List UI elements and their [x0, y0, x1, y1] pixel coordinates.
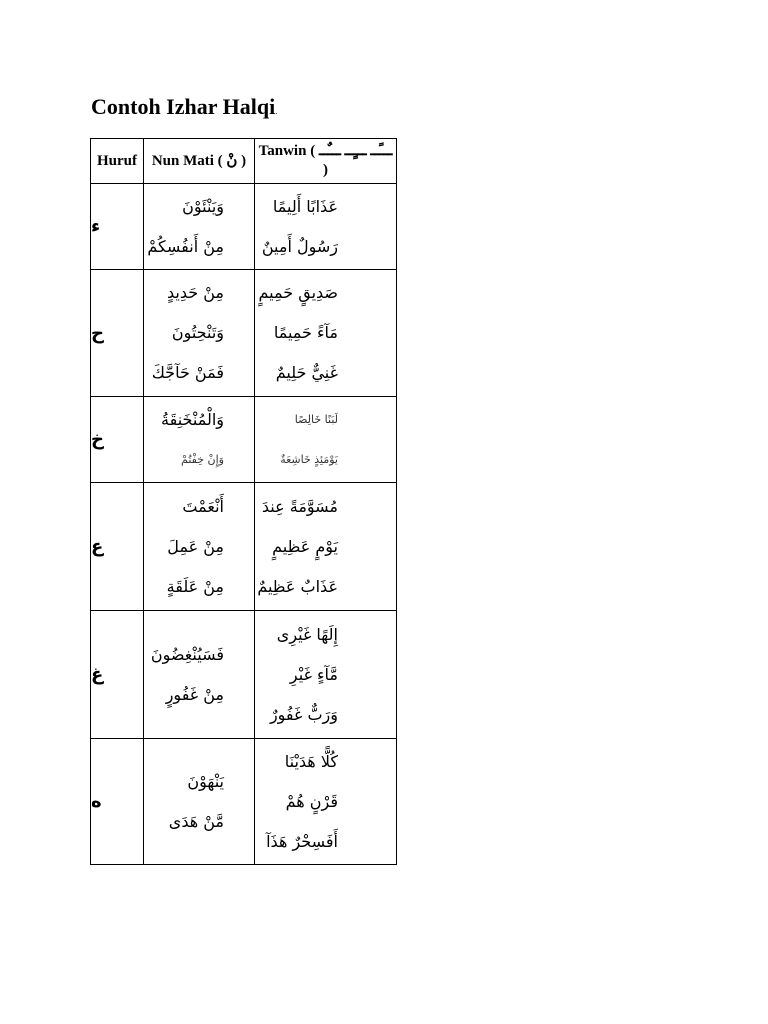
tanwin-example: عَذَابٌ عَظِيمٌ	[257, 576, 338, 596]
nun-example: وَإِنْ خِفْتُمْ	[181, 452, 224, 466]
tanwin-example: عَذَابًا أَلِيمًا	[272, 196, 338, 216]
nun-example: أَنْعَمْتَ	[182, 496, 224, 516]
header-nun-mati: Nun Mati ( نْ )	[144, 139, 255, 184]
nun-example: مِنْ عَمِلَ	[167, 536, 224, 556]
nun-example: مِنْ عَلَقَةٍ	[166, 576, 224, 596]
tanwin-example: أَفَسِحْرٌ هَذَآ	[266, 831, 338, 851]
table-row	[91, 397, 397, 483]
table-row	[91, 270, 397, 397]
title-dot: .	[275, 107, 278, 116]
nun-mati-cell	[144, 184, 255, 270]
tanwin-example: إِلَهًا غَيْرِى	[276, 624, 338, 644]
nun-example: فَسَيُنْغِضُونَ	[150, 644, 224, 664]
nun-mati-cell	[144, 483, 255, 611]
nun-example: يَنْهَوْنَ	[187, 771, 224, 791]
table-header-row	[91, 139, 397, 184]
page-title	[91, 94, 277, 120]
nun-example: مِنْ حَدِيدٍ	[167, 283, 224, 302]
nun-example: وَتَنْحِتُونَ	[171, 323, 224, 342]
nun-mati-cell	[144, 397, 255, 483]
tanwin-example: مَآءً حَمِيمًا	[273, 323, 338, 342]
table-row	[91, 483, 397, 611]
tanwin-example: غَنِيٌّ حَلِيمٌ	[275, 363, 338, 382]
nun-example: مِنْ غَفُورٍ	[165, 684, 224, 704]
huruf-letter: ح	[91, 270, 144, 397]
nun-example: مِنْ أَنفُسِكُمْ	[147, 236, 224, 256]
nun-mati-cell	[144, 739, 255, 865]
tanwin-cell	[255, 483, 397, 611]
tanwin-example: يَوْمَئِذٍ خَاشِعَةٌ	[280, 452, 338, 466]
nun-mati-cell	[144, 270, 255, 397]
huruf-letter: ه	[91, 739, 144, 865]
tanwin-example: مُسَوَّمَةً عِندَ	[261, 496, 338, 516]
nun-example: فَمَنْ حَآجَّكَ	[151, 363, 224, 382]
tanwin-example: رَسُولٌ أَمِينٌ	[261, 236, 338, 256]
huruf-letter: ع	[91, 483, 144, 611]
nun-example: وَيَنْئَوْنَ	[182, 196, 224, 216]
tanwin-cell	[255, 270, 397, 397]
tanwin-example: مَّآءٍ غَيْرِ	[289, 664, 338, 684]
nun-example: وَالْمُنْخَنِقَةُ	[161, 409, 224, 429]
header-huruf: Huruf	[91, 139, 144, 184]
huruf-letter: خ	[91, 397, 144, 483]
table-row	[91, 611, 397, 739]
tanwin-example: وَرَبٌّ غَفُورٌ	[269, 704, 338, 724]
tanwin-cell	[255, 184, 397, 270]
tanwin-cell	[255, 739, 397, 865]
huruf-letter: غ	[91, 611, 144, 739]
tanwin-example: كُلًّا هَدَيْنَا	[284, 751, 338, 771]
nun-mati-cell	[144, 611, 255, 739]
tanwin-example: لَبَنًا خَالِصًا	[294, 412, 338, 426]
izhar-halqi-table	[90, 138, 397, 865]
tanwin-example: صَدِيقٍ حَمِيمٍ	[258, 283, 338, 302]
nun-example: مَّنْ هَدَى	[168, 811, 224, 831]
tanwin-cell	[255, 397, 397, 483]
header-tanwin: Tanwin ( ـــًــ ـــٍــ ـــٌــ )	[255, 139, 397, 184]
huruf-letter: ء	[91, 184, 144, 270]
tanwin-example: يَوْمٍ عَظِيمٍ	[272, 536, 338, 556]
tanwin-cell	[255, 611, 397, 739]
tanwin-example: قَرْنٍ هُمْ	[285, 791, 338, 811]
page-title-text: Contoh Izhar Halqi	[91, 94, 276, 119]
table-row	[91, 739, 397, 865]
table-row	[91, 184, 397, 270]
